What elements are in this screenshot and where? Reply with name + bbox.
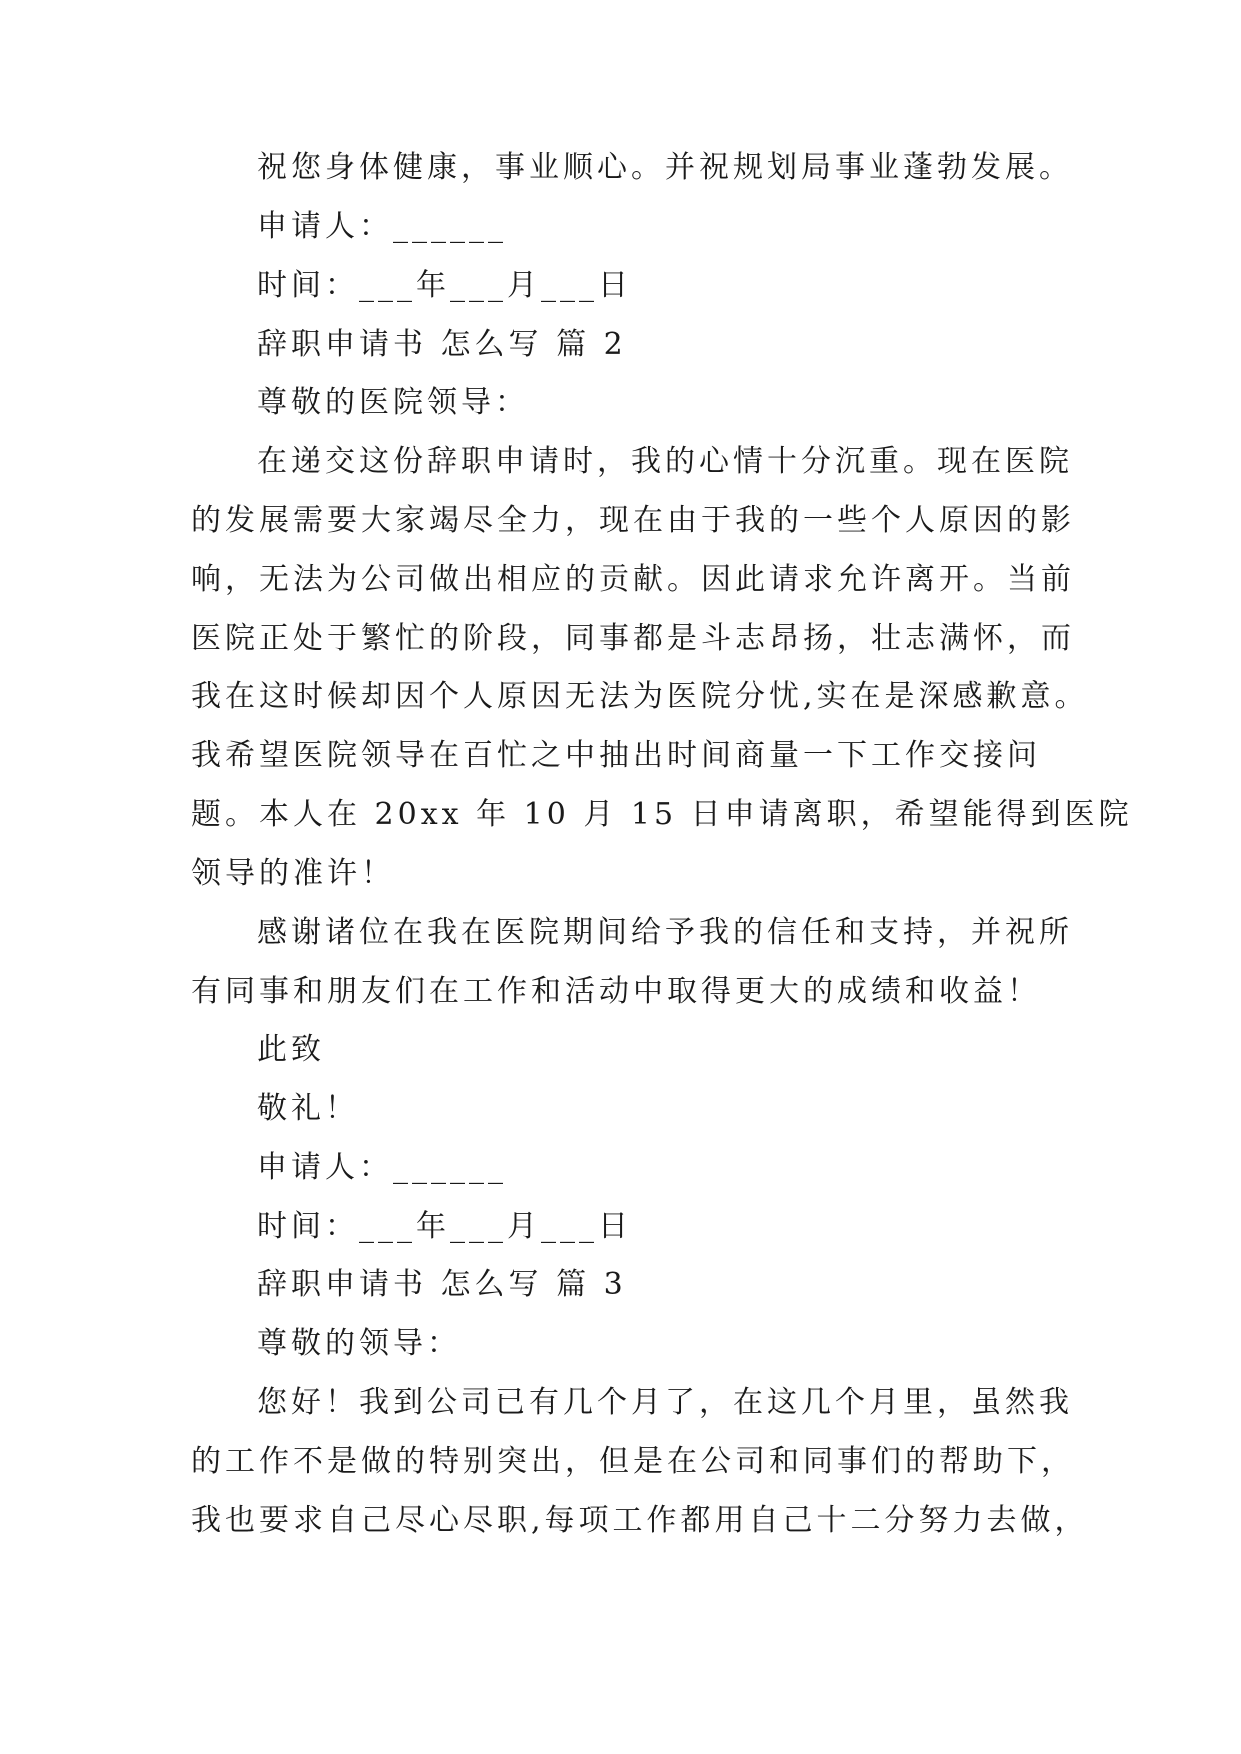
closing-wish-line: 祝您身体健康，事业顺心。并祝规划局事业蓬勃发展。 (257, 150, 1073, 185)
body-text-line: 的发展需要大家竭尽全力，现在由于我的一些个人原因的影 (191, 503, 1075, 538)
body-text-line: 我在这时候却因个人原因无法为医院分忧,实在是深感歉意。 (191, 679, 1089, 714)
body-text-line: 您好！我到公司已有几个月了，在这几个月里，虽然我 (257, 1385, 1073, 1420)
body-text-line: 题。本人在 20xx 年 10 月 15 日申请离职，希望能得到医院 (191, 797, 1133, 832)
section-heading: 辞职申请书 怎么写 篇 2 (257, 327, 627, 362)
closing-phrase: 此致 (257, 1032, 325, 1067)
applicant-signature-line: 申请人：______ (257, 1150, 507, 1185)
body-text-line: 我希望医院领导在百忙之中抽出时间商量一下工作交接问 (191, 738, 1041, 773)
body-text-line: 我也要求自己尽心尽职,每项工作都用自己十二分努力去做， (191, 1503, 1089, 1538)
body-text-line: 响，无法为公司做出相应的贡献。因此请求允许离开。当前 (191, 562, 1075, 597)
body-text-line: 医院正处于繁忙的阶段，同事都是斗志昂扬，壮志满怀，而 (191, 621, 1075, 656)
body-text-line: 的工作不是做的特别突出，但是在公司和同事们的帮助下， (191, 1444, 1075, 1479)
closing-salute: 敬礼！ (257, 1091, 359, 1126)
body-text-line: 有同事和朋友们在工作和活动中取得更大的成绩和收益！ (191, 974, 1041, 1009)
applicant-signature-line: 申请人：______ (257, 209, 507, 244)
date-line: 时间：___年___月___日 (257, 268, 632, 303)
section-heading: 辞职申请书 怎么写 篇 3 (257, 1267, 627, 1302)
body-text-line: 领导的准许！ (191, 856, 395, 891)
body-text-line: 感谢诸位在我在医院期间给予我的信任和支持，并祝所 (257, 915, 1073, 950)
salutation: 尊敬的领导： (257, 1326, 461, 1361)
date-line: 时间：___年___月___日 (257, 1209, 632, 1244)
body-text-line: 在递交这份辞职申请时，我的心情十分沉重。现在医院 (257, 444, 1073, 479)
salutation: 尊敬的医院领导： (257, 385, 529, 420)
